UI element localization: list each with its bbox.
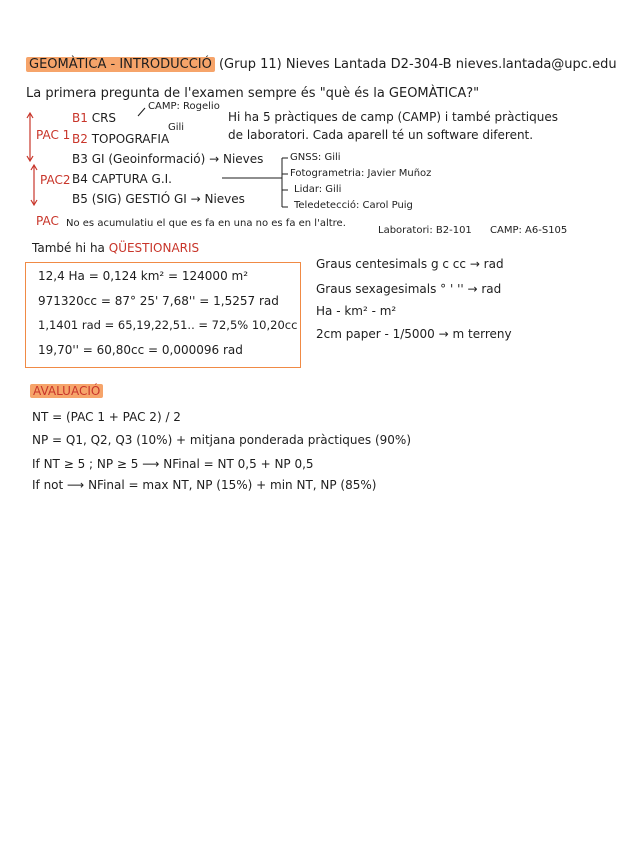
- units-sexagesimal: Graus sexagesimals ° ' '' → rad: [316, 282, 502, 296]
- questionaris-label: QÜESTIONARIS: [108, 241, 200, 255]
- block-text: (SIG) GESTIÓ GI → Nieves: [91, 192, 245, 206]
- pac2-label: PAC2: [40, 173, 71, 187]
- block-text: GI (Geoinformació) → Nieves: [91, 152, 264, 166]
- gili-note: Gili: [168, 122, 185, 133]
- laboratory-room: Laboratori: B2-101: [378, 225, 472, 236]
- intro-question: La primera pregunta de l'examen sempre és "què és la GEOMÀTICA?": [26, 86, 480, 101]
- group-label: (Grup 11): [218, 57, 282, 72]
- units-scale: 2cm paper - 1/5000 → m terreny: [316, 327, 512, 341]
- office-code: D2-304-B: [390, 57, 452, 72]
- teacher-name: Nieves Lantada: [285, 57, 387, 72]
- camp-note: CAMP: Rogelio: [148, 101, 220, 112]
- evaluation-label: AVALUACIÓ: [30, 384, 103, 398]
- units-centesimal: Graus centesimals g c cc → rad: [316, 257, 504, 271]
- conversion-1: 12,4 Ha = 0,124 km² = 124000 m²: [38, 269, 249, 283]
- capture-item-remote-sensing: Teledetecció: Carol Puig: [294, 200, 413, 211]
- evaluation-line-1: NT = (PAC 1 + PAC 2) / 2: [32, 410, 181, 424]
- conversion-4: 19,70'' = 60,80cc = 0,000096 rad: [38, 343, 243, 357]
- block-id: B3: [72, 152, 88, 166]
- pac1-label: PAC 1: [36, 128, 71, 142]
- conversion-3: 1,1401 rad = 65,19,22,51.. = 72,5% 10,20cc: [38, 318, 298, 332]
- capture-item-photogrammetry: Fotogrametria: Javier Muñoz: [290, 168, 432, 179]
- questionaris-intro: També hi ha: [32, 241, 105, 255]
- capture-item-lidar: Lidar: Gili: [294, 184, 342, 195]
- pac-note: No es acumulatiu el que es fa en una no es fa en l'altre.: [66, 218, 346, 229]
- practices-note-1: Hi ha 5 pràctiques de camp (CAMP) i també pràctiques: [228, 110, 558, 124]
- teacher-email: nieves.lantada@upc.edu: [455, 57, 617, 72]
- page-title: GEOMÀTICA - INTRODUCCIÓ: [26, 57, 215, 72]
- evaluation-line-4: If not ⟶ NFinal = max NT, NP (15%) + min NT, NP (85%): [32, 478, 377, 492]
- units-area: Ha - km² - m²: [316, 304, 397, 318]
- conversion-2: 971320cc = 87° 25' 7,68'' = 1,5257 rad: [38, 294, 279, 308]
- evaluation-line-3: If NT ≥ 5 ; NP ≥ 5 ⟶ NFinal = NT 0,5 + NP 0,5: [32, 457, 314, 471]
- block-text: CAPTURA G.I.: [91, 172, 172, 186]
- block-id: B2: [72, 132, 88, 146]
- pac-label: PAC: [36, 214, 59, 228]
- block-id: B1: [72, 111, 88, 125]
- camp-room: CAMP: A6-S105: [490, 225, 568, 236]
- block-text: CRS: [91, 111, 117, 125]
- block-id: B5: [72, 192, 88, 206]
- capture-item-gnss: GNSS: Gili: [290, 152, 341, 163]
- evaluation-line-2: NP = Q1, Q2, Q3 (10%) + mitjana ponderada pràctiques (90%): [32, 433, 412, 447]
- block-id: B4: [72, 172, 88, 186]
- block-text: TOPOGRAFIA: [91, 132, 170, 146]
- practices-note-2: de laboratori. Cada aparell té un software diferent.: [228, 128, 534, 142]
